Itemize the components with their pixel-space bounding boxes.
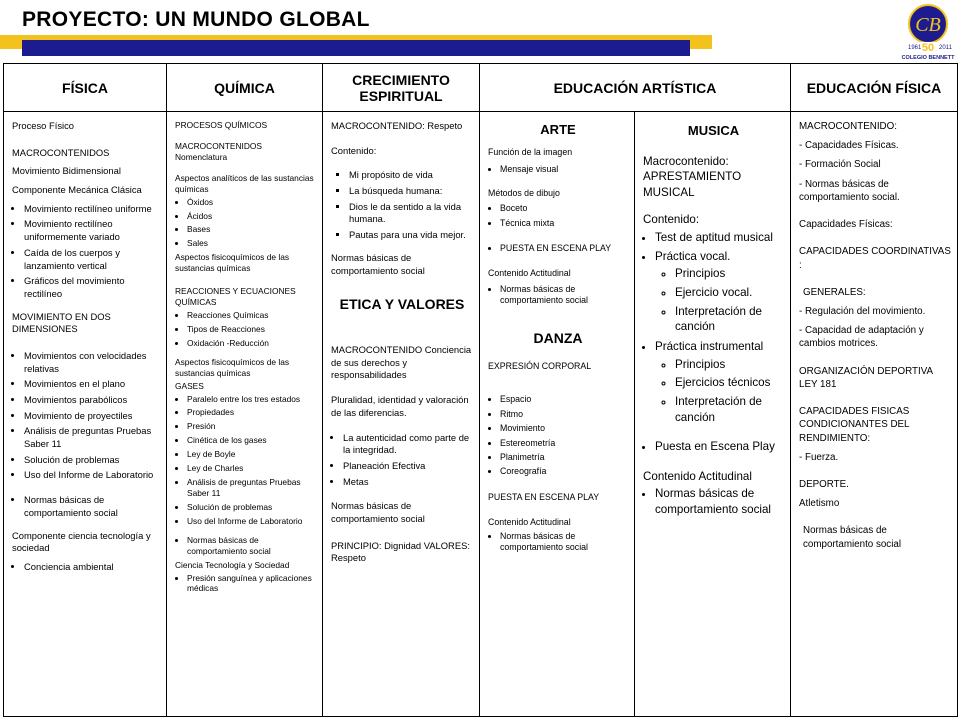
column-arte bbox=[480, 112, 635, 717]
musica-practica-vocal: Práctica vocal. bbox=[655, 249, 731, 263]
list-item: • Análisis de preguntas Pruebas Saber 11 bbox=[187, 477, 316, 499]
crecimiento-macro: MACROCONTENIDO: Respeto bbox=[331, 120, 463, 131]
edfisica-cap-fisicas: Capacidades Físicas: bbox=[799, 219, 893, 231]
crecimiento-normas: Normas básicas de comportamiento social bbox=[331, 251, 425, 276]
fisica-list-1 bbox=[12, 203, 160, 301]
edfisica-normas-2: Normas básicas de comportamiento social bbox=[803, 525, 902, 550]
quimica-procesos: PROCESOS QUÍMICOS bbox=[175, 120, 268, 130]
arte-list-4 bbox=[488, 284, 628, 307]
arte-list-2 bbox=[488, 203, 628, 229]
list-item: • Puesta en Escena Play bbox=[655, 439, 784, 455]
list-item: • Paralelo entre los tres estados bbox=[187, 394, 316, 405]
list-item: • Uso del Informe de Laboratorio bbox=[24, 469, 160, 482]
list-item: • Ley de Boyle bbox=[187, 449, 316, 460]
musica-list-2 bbox=[643, 486, 784, 517]
danza-expresion: EXPRESIÓN CORPORAL bbox=[488, 360, 592, 371]
column-fisica bbox=[4, 112, 167, 717]
list-item: • Presión sanguínea y aplicaciones médicas bbox=[187, 573, 316, 595]
danza-actitudinal: Contenido Actitudinal bbox=[488, 517, 571, 528]
column-educacion-fisica bbox=[791, 112, 958, 717]
list-item: • Movimiento bbox=[500, 423, 628, 434]
musica-practica-instrumental: Práctica instrumental bbox=[655, 339, 764, 353]
crecimiento-list-1 bbox=[331, 169, 473, 241]
edfisica-capacidades: - Capacidades Físicas. bbox=[799, 140, 899, 152]
quimica-list-1 bbox=[175, 197, 316, 250]
etica-macro: MACROCONTENIDO Conciencia de sus derechos y responsabilidades bbox=[331, 344, 472, 381]
list-item: • Óxidos bbox=[187, 197, 316, 208]
fisica-mov-dos-dimensiones: MOVIMIENTO EN DOS DIMENSIONES bbox=[12, 310, 111, 335]
list-item: • Bases bbox=[187, 224, 316, 235]
list-item: ◦ Principios bbox=[675, 266, 784, 282]
edfisica-atletismo: Atletismo bbox=[799, 498, 840, 510]
list-item: • Gráficos del movimiento rectilíneo bbox=[24, 275, 160, 300]
list-item: ▪ Pautas para una vida mejor. bbox=[349, 229, 473, 242]
musica-instrumental-list bbox=[655, 357, 784, 426]
list-item: • Presión bbox=[187, 421, 316, 432]
list-item: • Ácidos bbox=[187, 211, 316, 222]
list-item: • PUESTA EN ESCENA PLAY bbox=[500, 243, 628, 254]
list-item: • Normas básicas de comportamiento social bbox=[500, 284, 628, 307]
list-item: ◦ Ejercicios técnicos bbox=[675, 375, 784, 391]
list-item: • La autenticidad como parte de la integridad. bbox=[343, 432, 473, 457]
header-educacion-artistica: EDUCACIÓN ARTÍSTICA bbox=[480, 64, 791, 112]
list-item: ▪ Dios le da sentido a la vida humana. bbox=[349, 201, 473, 226]
quimica-reacciones: REACCIONES Y ECUACIONES QUÍMICAS bbox=[175, 286, 296, 308]
edfisica-macro: MACROCONTENIDO: bbox=[799, 121, 897, 132]
logo-name: COLEGIO BENNETT bbox=[901, 55, 955, 61]
list-item: • Metas bbox=[343, 476, 473, 489]
list-item: • Normas básicas de comportamiento social bbox=[500, 531, 628, 554]
edfisica-formacion: - Formación Social bbox=[799, 159, 881, 171]
fisica-componente: Componente Mecánica Clásica bbox=[12, 184, 142, 196]
list-item: • Solución de problemas bbox=[24, 454, 160, 467]
fisica-macro: MACROCONTENIDOS bbox=[12, 146, 110, 158]
arte-heading: ARTE bbox=[540, 122, 576, 137]
arte-funcion: Función de la imagen bbox=[488, 146, 573, 157]
list-item: • Propiedades bbox=[187, 407, 316, 418]
quimica-gases: GASES bbox=[175, 380, 204, 391]
quimica-macro: MACROCONTENIDOS Nomenclatura bbox=[175, 140, 263, 162]
musica-contenido: Contenido: bbox=[643, 213, 700, 227]
musica-macro: Macrocontenido: APRESTAMIENTO MUSICAL bbox=[643, 154, 742, 199]
list-item: • Movimiento de proyectiles bbox=[24, 410, 160, 423]
page-title: PROYECTO: UN MUNDO GLOBAL bbox=[22, 8, 370, 31]
quimica-list-4 bbox=[175, 535, 316, 557]
edfisica-fuerza: - Fuerza. bbox=[799, 451, 839, 463]
crecimiento-contenido: Contenido: bbox=[331, 144, 377, 156]
list-item: • Sales bbox=[187, 238, 316, 249]
list-item: • Planeación Efectiva bbox=[343, 460, 473, 473]
quimica-aspectos-fisicoquimicos-2: Aspectos fisicoquímicos de las sustancias químicas bbox=[175, 356, 290, 378]
arte-metodos: Métodos de dibujo bbox=[488, 187, 560, 198]
list-item: ◦ Ejercicio vocal. bbox=[675, 285, 784, 301]
column-musica bbox=[635, 112, 791, 717]
column-crecimiento-espiritual bbox=[323, 112, 480, 717]
list-item: ◦ Principios bbox=[675, 357, 784, 373]
edfisica-regulacion: - Regulación del movimiento. bbox=[799, 305, 926, 317]
curriculum-table bbox=[3, 63, 958, 717]
edfisica-organizacion: ORGANIZACIÓN DEPORTIVA LEY 181 bbox=[799, 365, 933, 390]
header-fisica: FÍSICA bbox=[4, 64, 167, 112]
list-item: • Normas básicas de comportamiento social bbox=[24, 494, 160, 519]
fisica-mov-bidimensional: Movimiento Bidimensional bbox=[12, 165, 121, 177]
logo-year-left: 1961 bbox=[908, 45, 922, 51]
quimica-list-5 bbox=[175, 573, 316, 595]
musica-vocal-list bbox=[655, 266, 784, 335]
etica-valores-heading: ETICA Y VALORES bbox=[339, 296, 465, 313]
list-item: • Uso del Informe de Laboratorio bbox=[187, 516, 316, 527]
edfisica-condicionantes: CAPACIDADES FISICAS CONDICIONANTES DEL RENDIMIENTO: bbox=[799, 406, 910, 444]
arte-actitudinal: Contenido Actitudinal bbox=[488, 268, 571, 279]
list-item: • Solución de problemas bbox=[187, 502, 316, 513]
danza-heading: DANZA bbox=[533, 329, 583, 346]
school-logo bbox=[898, 2, 958, 62]
etica-pluralidad: Pluralidad, identidad y valoración de las diferencias. bbox=[331, 394, 469, 418]
edfisica-adaptacion: - Capacidad de adaptación y cambios motrices. bbox=[799, 325, 924, 350]
quimica-aspectos-fisicoquimicos: Aspectos fisicoquímicos de las sustancias químicas bbox=[175, 252, 290, 274]
quimica-list-2 bbox=[175, 310, 316, 349]
quimica-aspectos-analiticos: Aspectos analíticos de las sustancias químicas bbox=[175, 172, 314, 194]
list-item: • Ley de Charles bbox=[187, 463, 316, 474]
danza-list bbox=[488, 394, 628, 478]
list-item: ◦ Interpretación de canción bbox=[675, 304, 784, 335]
list-item: • Ritmo bbox=[500, 409, 628, 420]
list-item: • Tipos de Reacciones bbox=[187, 324, 316, 335]
logo-anniversary: 50 bbox=[921, 42, 935, 54]
list-item: • Reacciones Químicas bbox=[187, 310, 316, 321]
list-item: ◦ Interpretación de canción bbox=[675, 394, 784, 425]
list-item: • Cinética de los gases bbox=[187, 435, 316, 446]
musica-actitudinal: Contenido Actitudinal bbox=[643, 469, 752, 483]
arte-list-3 bbox=[488, 243, 628, 254]
list-item: ▪ La búsqueda humana: bbox=[349, 185, 473, 198]
etica-list bbox=[331, 432, 473, 489]
danza-list-2 bbox=[488, 531, 628, 554]
list-item: • Caída de los cuerpos y lanzamiento vertical bbox=[24, 247, 160, 272]
list-item: • Movimientos con velocidades relativas bbox=[24, 350, 160, 375]
edfisica-deporte: DEPORTE. bbox=[799, 478, 849, 490]
list-item: • Planimetría bbox=[500, 452, 628, 463]
list-item: • Análisis de preguntas Pruebas Saber 11 bbox=[24, 425, 160, 450]
list-item bbox=[655, 339, 784, 425]
danza-puesta: PUESTA EN ESCENA PLAY bbox=[488, 491, 600, 502]
list-item: • Test de aptitud musical bbox=[655, 230, 784, 246]
header-crecimiento-espiritual: CRECIMIENTO ESPIRITUAL bbox=[323, 64, 480, 112]
column-quimica bbox=[167, 112, 323, 717]
title-underline-navy bbox=[22, 40, 690, 56]
musica-list bbox=[643, 230, 784, 455]
arte-list-1 bbox=[488, 164, 628, 175]
fisica-list-4 bbox=[12, 561, 160, 574]
list-item: • Coreografía bbox=[500, 466, 628, 477]
list-item: • Espacio bbox=[500, 394, 628, 405]
quimica-cts: Ciencia Tecnología y Sociedad bbox=[175, 559, 290, 570]
edfisica-normas: - Normas básicas de comportamiento social. bbox=[799, 178, 900, 203]
list-item: • Movimientos parabólicos bbox=[24, 394, 160, 407]
musica-heading: MUSICA bbox=[687, 123, 740, 138]
list-item: • Movimiento rectilíneo uniformemente variado bbox=[24, 218, 160, 243]
list-item: • Normas básicas de comportamiento social bbox=[187, 535, 316, 557]
list-item: • Movimientos en el plano bbox=[24, 378, 160, 391]
list-item: • Normas básicas de comportamiento social bbox=[655, 486, 784, 517]
list-item: • Mensaje visual bbox=[500, 164, 628, 175]
logo-initials: CB bbox=[915, 14, 941, 36]
list-item: • Técnica mixta bbox=[500, 218, 628, 229]
header-quimica: QUÍMICA bbox=[167, 64, 323, 112]
list-item: • Oxidación -Reducción bbox=[187, 338, 316, 349]
quimica-list-3 bbox=[175, 394, 316, 527]
list-item: • Estereometría bbox=[500, 438, 628, 449]
fisica-cts: Componente ciencia tecnología y sociedad bbox=[12, 529, 151, 554]
fisica-list-2 bbox=[12, 350, 160, 482]
list-item: ▪ Mi propósito de vida bbox=[349, 169, 473, 182]
etica-normas: Normas básicas de comportamiento social bbox=[331, 500, 425, 524]
edfisica-generales: GENERALES: bbox=[803, 286, 866, 298]
list-item: • Movimiento rectilíneo uniforme bbox=[24, 203, 160, 216]
fisica-proceso: Proceso Físico bbox=[12, 120, 74, 131]
etica-principio: PRINCIPIO: Dignidad VALORES: Respeto bbox=[331, 539, 470, 564]
logo-year-right: 2011 bbox=[939, 45, 952, 51]
fisica-list-3 bbox=[12, 494, 160, 519]
edfisica-coordinativas: CAPACIDADES COORDINATIVAS : bbox=[799, 246, 951, 271]
list-item: • Conciencia ambiental bbox=[24, 561, 160, 574]
list-item bbox=[655, 249, 784, 335]
list-item: • Boceto bbox=[500, 203, 628, 214]
header-educacion-fisica: EDUCACIÓN FÍSICA bbox=[791, 64, 958, 112]
